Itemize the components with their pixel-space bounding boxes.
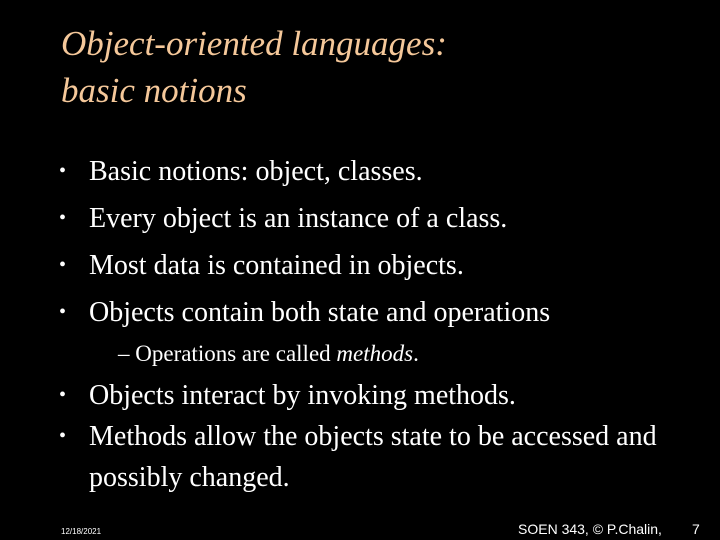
- sub-bullet-emphasis: methods: [336, 341, 414, 366]
- footer-date: 12/18/2021: [61, 527, 102, 536]
- bullet-icon: •: [59, 254, 67, 276]
- bullet-text: Objects contain both state and operations: [89, 297, 551, 328]
- bullet-item: [0, 289, 720, 336]
- bullet-item: [0, 148, 720, 195]
- sub-bullet-prefix: – Operations are called: [118, 341, 337, 366]
- slide-title-line-2: basic notions: [61, 71, 247, 110]
- sub-bullet-item: [0, 338, 720, 370]
- slide-title-line-1: Object-oriented languages:: [61, 24, 447, 63]
- bullet-text: Every object is an instance of a class.: [89, 203, 508, 234]
- page-number: 7: [692, 521, 700, 537]
- bullet-list: [0, 148, 720, 498]
- bullet-text: Methods allow the objects state to be accessed and possibly changed.: [89, 421, 657, 493]
- slide-title: [61, 20, 681, 114]
- bullet-text: Most data is contained in objects.: [89, 250, 464, 281]
- bullet-item: [0, 375, 720, 416]
- bullet-icon: •: [59, 160, 67, 182]
- bullet-item: [0, 242, 720, 289]
- bullet-icon: •: [59, 207, 67, 229]
- bullet-icon: •: [59, 384, 67, 406]
- bullet-text: Basic notions: object, classes.: [89, 156, 423, 187]
- bullet-item: [0, 416, 699, 498]
- bullet-item: [0, 195, 720, 242]
- footer-credit: SOEN 343, © P.Chalin,: [518, 521, 662, 537]
- bullet-icon: •: [59, 425, 67, 447]
- bullet-text: Objects interact by invoking methods.: [89, 380, 516, 411]
- sub-bullet-suffix: .: [413, 341, 419, 366]
- bullet-icon: •: [59, 301, 67, 323]
